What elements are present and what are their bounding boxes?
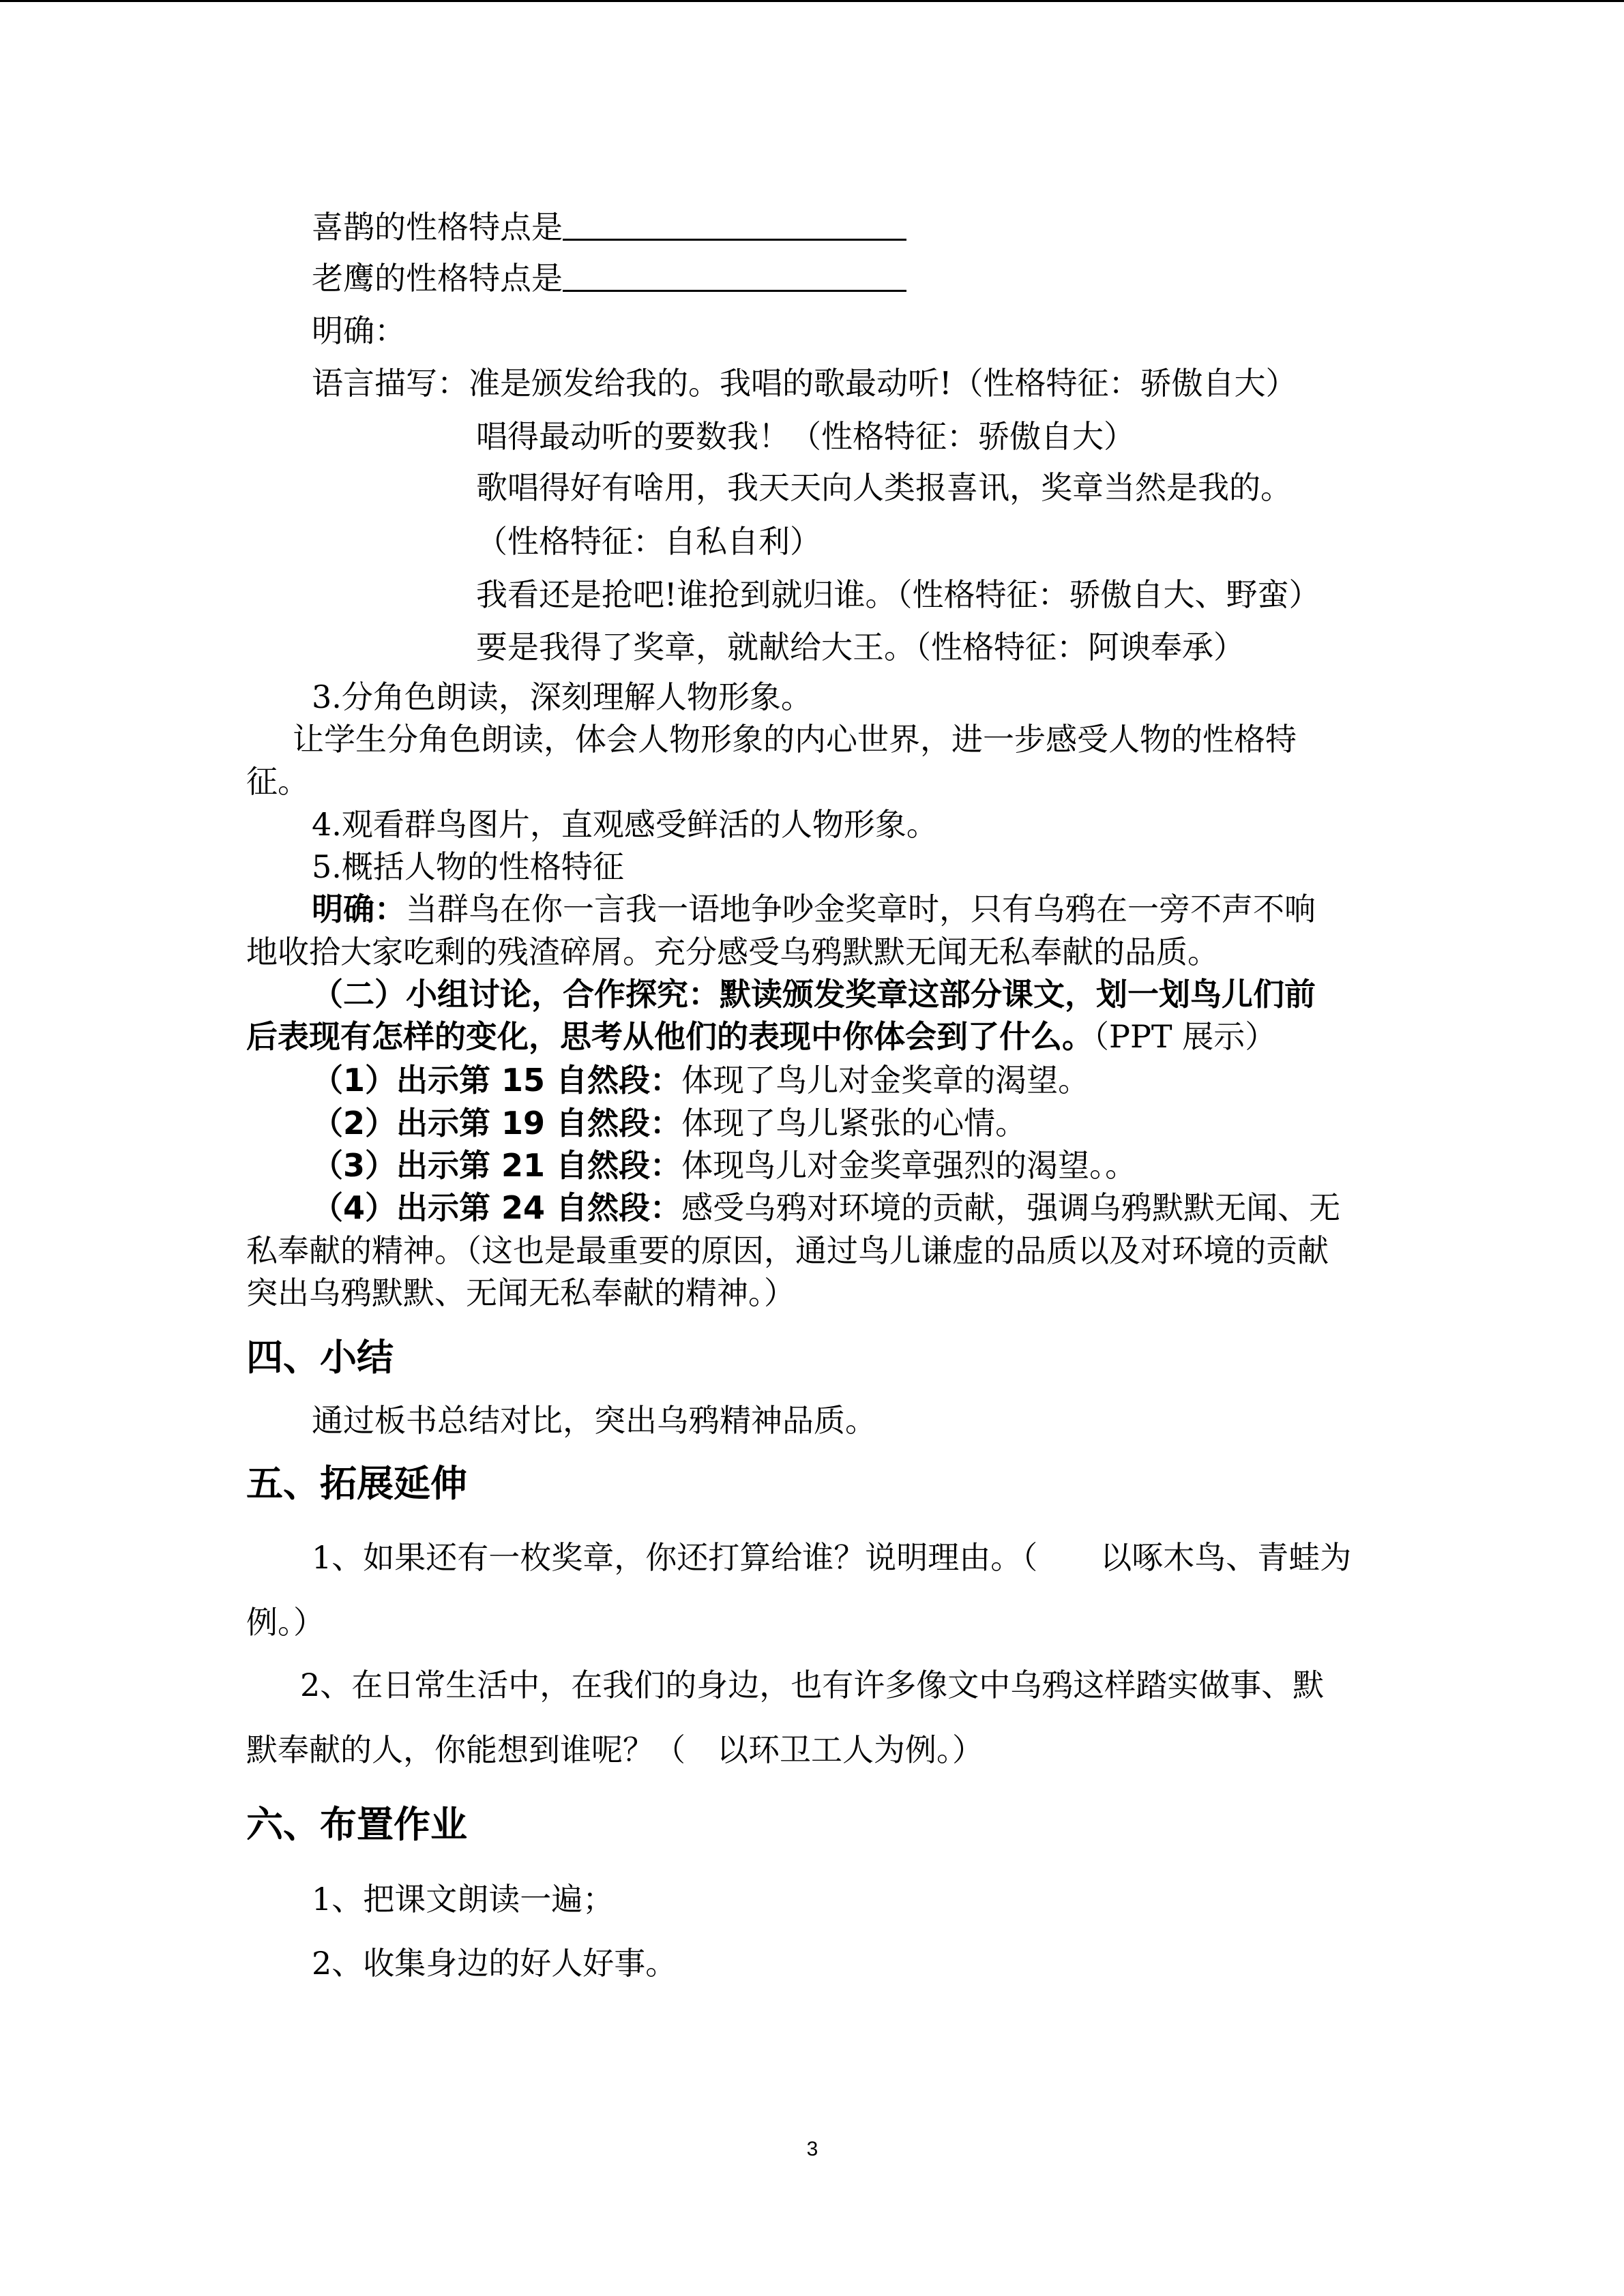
- blank-line-laoying: [312, 262, 906, 295]
- language-description-line: [312, 367, 1297, 400]
- step3-title: 3.分角色朗读，深刻理解人物形象。: [312, 679, 812, 715]
- group-discussion-line: （二）小组讨论，合作探究：默读颁发奖章这部分课文，划一划鸟儿们前: [312, 976, 1316, 1013]
- quote-line: 歌唱得好有啥用，我天天向人类报喜讯，奖章当然是我的。: [476, 469, 1292, 506]
- paragraph-point: [312, 1191, 1340, 1224]
- section-line: 通过板书总结对比，突出乌鸦精神品质。: [312, 1402, 876, 1439]
- blank-label-laoying: 老鹰的性格特点是: [312, 260, 563, 297]
- quote-line: 我看还是抢吧!谁抢到就归谁。（性格特征：骄傲自大、野蛮）: [476, 576, 1320, 613]
- blank-line-xique: [312, 211, 906, 243]
- step3-body-line: 让学生分角色朗读，体会人物形象的内心世界，进一步感受人物的性格特: [293, 721, 1297, 758]
- paragraph-point-text: 体现了鸟儿紧张的心情。: [681, 1105, 1027, 1142]
- quote-line: 要是我得了奖章，就献给大王。（性格特征：阿谀奉承）: [476, 629, 1245, 666]
- paragraph-point: [312, 1064, 1089, 1097]
- step5-body-text: 当群鸟在你一言我一语地争吵金奖章时，只有乌鸦在一旁不声不响: [406, 891, 1316, 927]
- language-description-label: 语言描写：: [312, 365, 469, 402]
- section-line: 默奉献的人，你能想到谁呢？（ 以环卫工人为例。）: [246, 1731, 984, 1768]
- quote-line: （性格特征：自私自利）: [476, 523, 821, 560]
- quote-line: 准是颁发给我的。我唱的歌最动听!（性格特征：骄傲自大）: [469, 365, 1297, 402]
- section-line: 2、收集身边的好人好事。: [312, 1945, 677, 1982]
- step5-title: 5.概括人物的性格特征: [312, 848, 624, 885]
- step4-title: 4.观看群鸟图片，直观感受鲜活的人物形象。: [312, 806, 938, 843]
- group-discussion-line: [246, 1020, 1276, 1053]
- paragraph-point-text: 体现鸟儿对金奖章强烈的渴望。。: [681, 1147, 1137, 1184]
- step5-clarify-label: 明确：: [312, 891, 406, 927]
- paragraph-point-label: （2）出示第 19 自然段：: [312, 1105, 682, 1142]
- paragraph-point-continuation: 私奉献的精神。（这也是最重要的原因，通过鸟儿谦虚的品质以及对环境的贡献: [246, 1232, 1329, 1269]
- group-discussion-text: 后表现有怎样的变化，思考从他们的表现中你体会到了什么。: [246, 1018, 1093, 1055]
- paragraph-point-continuation: 突出乌鸦默默、无闻无私奉献的精神。）: [246, 1274, 795, 1311]
- answer-blank-xique: [563, 211, 906, 241]
- section-heading-extension: 五、拓展延伸: [246, 1462, 467, 1505]
- section-line: 例。）: [246, 1604, 325, 1641]
- paragraph-point-text: 体现了鸟儿对金奖章的渴望。: [681, 1062, 1090, 1099]
- page-number: 3: [806, 2138, 818, 2160]
- quote-line: 唱得最动听的要数我！（性格特征：骄傲自大）: [476, 418, 1135, 455]
- section-heading-homework: 六、布置作业: [246, 1803, 467, 1846]
- paragraph-point-label: （3）出示第 21 自然段：: [312, 1147, 682, 1184]
- section-heading-summary: 四、小结: [246, 1336, 394, 1379]
- paragraph-point: [312, 1149, 1136, 1182]
- step5-body-line: [312, 893, 1316, 925]
- group-discussion-note: （PPT 展示）: [1093, 1018, 1277, 1055]
- section-line: 2、在日常生活中，在我们的身边，也有许多像文中乌鸦这样踏实做事、默: [300, 1667, 1325, 1703]
- blank-label-xique: 喜鹊的性格特点是: [312, 209, 563, 245]
- paragraph-point-label: （1）出示第 15 自然段：: [312, 1062, 682, 1099]
- step5-body-line: 地收拾大家吃剩的残渣碎屑。充分感受乌鸦默默无闻无私奉献的品质。: [246, 934, 1219, 970]
- step3-body-line: 征。: [246, 763, 309, 800]
- clarify-label: 明确：: [312, 312, 406, 349]
- section-line: 1、如果还有一枚奖章，你还打算给谁？说明理由。（ 以啄木鸟、青蛙为: [312, 1539, 1352, 1576]
- paragraph-point-text: 感受乌鸦对环境的贡献，强调乌鸦默默无闻、无: [681, 1189, 1341, 1226]
- section-line: 1、把课文朗读一遍；: [312, 1881, 615, 1918]
- answer-blank-laoying: [563, 263, 906, 292]
- paragraph-point: [312, 1105, 1027, 1142]
- paragraph-point-label: （4）出示第 24 自然段：: [312, 1189, 682, 1226]
- page-top-border: [0, 0, 1624, 2]
